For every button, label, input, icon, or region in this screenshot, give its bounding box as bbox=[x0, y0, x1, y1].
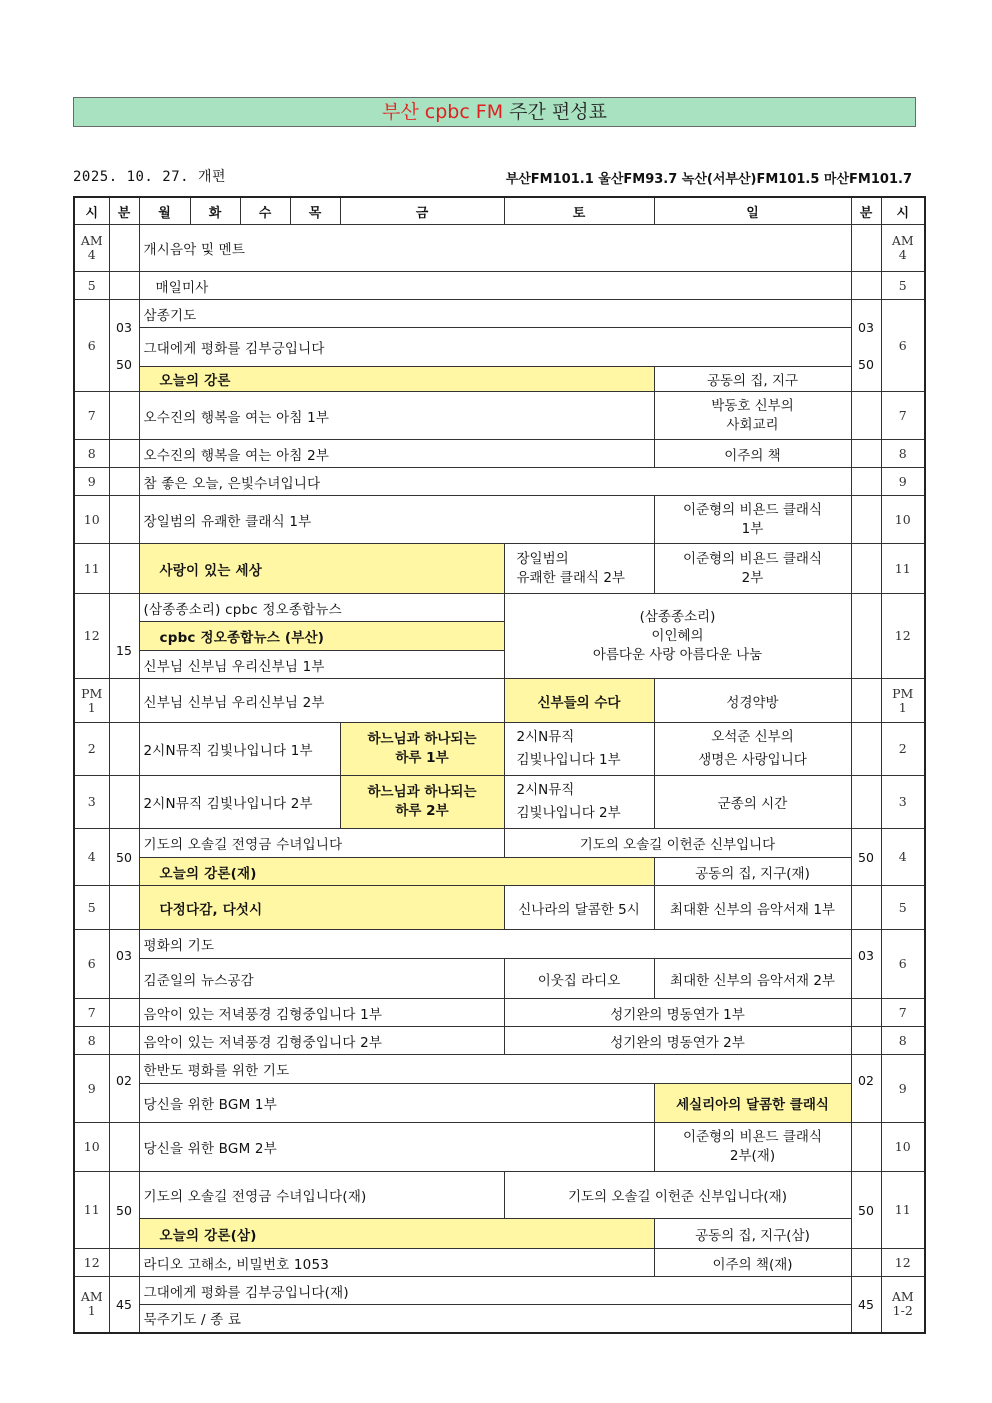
minute-cell: 45 bbox=[109, 1277, 139, 1333]
program-cell: 매일미사 bbox=[139, 272, 851, 300]
hour-cell: AM 1 bbox=[74, 1277, 109, 1333]
sun-cell: 박동호 신부의 사회교리 bbox=[654, 392, 851, 440]
sat-cell: 장일범의 유쾌한 클래식 2부 bbox=[504, 544, 654, 594]
hour-cell-right: 11 bbox=[881, 1172, 925, 1249]
program-cell-highlight: 오늘의 강론(삼) bbox=[139, 1219, 654, 1249]
hour-cell: 6 bbox=[74, 930, 109, 999]
hour-cell: 4 bbox=[74, 829, 109, 886]
hour-cell-right: 9 bbox=[881, 468, 925, 496]
hour-cell: 3 bbox=[74, 776, 109, 829]
fri-cell-highlight: 하느님과 하나되는 하루 2부 bbox=[340, 776, 504, 829]
minute-cell-right bbox=[851, 496, 881, 544]
header-mon: 월 bbox=[139, 197, 190, 225]
minute-cell-right bbox=[851, 1027, 881, 1055]
minute-cell bbox=[109, 1027, 139, 1055]
hour-cell: PM 1 bbox=[74, 679, 109, 723]
weekend-cell: 기도의 오솔길 이헌준 신부입니다(재) bbox=[504, 1172, 851, 1219]
schedule-row bbox=[74, 1027, 925, 1055]
minute-cell bbox=[109, 679, 139, 723]
schedule-row bbox=[74, 1277, 925, 1305]
schedule-row bbox=[74, 886, 925, 930]
schedule-row bbox=[74, 858, 925, 886]
schedule-row bbox=[74, 1305, 925, 1333]
minute-cell-right bbox=[851, 272, 881, 300]
schedule-row bbox=[74, 829, 925, 858]
program-cell-highlight: 사랑이 있는 세상 bbox=[139, 544, 504, 594]
program-cell: 오수진의 행복을 여는 아침 2부 bbox=[139, 440, 654, 468]
minute-cell-right: 02 bbox=[851, 1055, 881, 1123]
program-cell: 김준일의 뉴스공감 bbox=[139, 959, 504, 999]
minute-cell: 02 bbox=[109, 1055, 139, 1123]
program-cell-highlight: 오늘의 강론(재) bbox=[139, 858, 654, 886]
schedule-row bbox=[74, 999, 925, 1027]
weekend-cell: 성기완의 명동연가 2부 bbox=[504, 1027, 851, 1055]
hour-cell-right: 6 bbox=[881, 300, 925, 392]
hour-cell-right: 2 bbox=[881, 723, 925, 776]
hour-cell-right: 10 bbox=[881, 496, 925, 544]
sat-cell: 2시N뮤직 김빛나입니다 2부 bbox=[504, 776, 654, 829]
minute-cell bbox=[109, 1249, 139, 1277]
hour-cell: 12 bbox=[74, 594, 109, 679]
minute-cell-right: 50 bbox=[851, 1172, 881, 1249]
schedule-table bbox=[73, 196, 926, 1334]
sun-cell: 공동의 집, 지구(재) bbox=[654, 858, 851, 886]
revision-date: 2025. 10. 27. 개편 bbox=[73, 169, 227, 185]
program-cell: 장일범의 유쾌한 클래식 1부 bbox=[139, 496, 654, 544]
sun-cell: 이주의 책 bbox=[654, 440, 851, 468]
minute-cell bbox=[109, 776, 139, 829]
header-fri: 금 bbox=[340, 197, 504, 225]
page-title bbox=[73, 97, 916, 127]
hour-cell-right: 8 bbox=[881, 440, 925, 468]
minute-cell-right bbox=[851, 679, 881, 723]
program-cell: 당신을 위한 BGM 1부 bbox=[139, 1084, 654, 1123]
minute-cell-right bbox=[851, 225, 881, 272]
schedule-row bbox=[74, 679, 925, 723]
hour-cell: 10 bbox=[74, 1123, 109, 1172]
sun-cell: 군종의 시간 bbox=[654, 776, 851, 829]
minute-cell: 50 bbox=[109, 829, 139, 886]
program-cell: 개시음악 및 멘트 bbox=[139, 225, 851, 272]
header-tue: 화 bbox=[190, 197, 240, 225]
header-row bbox=[74, 197, 925, 225]
program-cell: 그대에게 평화를 김부긍입니다 bbox=[139, 328, 851, 367]
program-cell: (삼종종소리) cpbc 정오종합뉴스 bbox=[139, 594, 504, 622]
minute-cell-right bbox=[851, 468, 881, 496]
program-cell: 기도의 오솔길 전영금 수녀입니다 bbox=[139, 829, 504, 858]
sat-cell: 이웃집 라디오 bbox=[504, 959, 654, 999]
program-cell: 음악이 있는 저녁풍경 김형중입니다 1부 bbox=[139, 999, 504, 1027]
hour-cell-right: 6 bbox=[881, 930, 925, 999]
sat-cell: 신나라의 달콤한 5시 bbox=[504, 886, 654, 930]
minute-cell-right bbox=[851, 1249, 881, 1277]
sun-cell: 오석준 신부의 생명은 사랑입니다 bbox=[654, 723, 851, 776]
program-cell: 한반도 평화를 위한 기도 bbox=[139, 1055, 851, 1084]
hour-cell: 7 bbox=[74, 392, 109, 440]
hour-cell: 6 bbox=[74, 300, 109, 392]
program-cell: 삼종기도 bbox=[139, 300, 851, 328]
schedule-row bbox=[74, 594, 925, 622]
schedule-row bbox=[74, 367, 925, 392]
hour-cell: 2 bbox=[74, 723, 109, 776]
minute-cell: 03 bbox=[109, 930, 139, 999]
hour-cell-right: PM 1 bbox=[881, 679, 925, 723]
hour-cell: 5 bbox=[74, 886, 109, 930]
program-cell-highlight: 오늘의 강론 bbox=[139, 367, 654, 392]
schedule-row bbox=[74, 1084, 925, 1123]
minute-cell bbox=[109, 1123, 139, 1172]
minute-cell bbox=[109, 886, 139, 930]
header-minute: 분 bbox=[109, 197, 139, 225]
hour-cell: 11 bbox=[74, 544, 109, 594]
minute-cell bbox=[109, 440, 139, 468]
hour-cell: 8 bbox=[74, 1027, 109, 1055]
header-wed: 수 bbox=[240, 197, 290, 225]
minute-cell-right bbox=[851, 392, 881, 440]
hour-cell: 9 bbox=[74, 1055, 109, 1123]
hour-cell-right: 5 bbox=[881, 886, 925, 930]
hour-cell: 8 bbox=[74, 440, 109, 468]
program-cell-highlight: 다정다감, 다섯시 bbox=[139, 886, 504, 930]
schedule-row bbox=[74, 225, 925, 272]
minute-cell bbox=[109, 544, 139, 594]
hour-cell: 5 bbox=[74, 272, 109, 300]
hour-cell-right: 4 bbox=[881, 829, 925, 886]
minute-cell bbox=[109, 225, 139, 272]
schedule-row bbox=[74, 440, 925, 468]
sun-cell: 공동의 집, 지구(삼) bbox=[654, 1219, 851, 1249]
program-cell: 오수진의 행복을 여는 아침 1부 bbox=[139, 392, 654, 440]
minute-cell bbox=[109, 300, 139, 392]
weekend-cell: 성기완의 명동연가 1부 bbox=[504, 999, 851, 1027]
minute-cell-right bbox=[851, 886, 881, 930]
program-cell: 참 좋은 오늘, 은빛수녀입니다 bbox=[139, 468, 851, 496]
hour-cell: 12 bbox=[74, 1249, 109, 1277]
schedule-row bbox=[74, 544, 925, 594]
hour-cell-right: AM 4 bbox=[881, 225, 925, 272]
program-cell: 2시N뮤직 김빛나입니다 1부 bbox=[139, 723, 340, 776]
schedule-row bbox=[74, 1249, 925, 1277]
minute-cell-right bbox=[851, 300, 881, 392]
title-text: 주간 편성표 bbox=[503, 101, 607, 123]
sat-cell-highlight: 신부들의 수다 bbox=[504, 679, 654, 723]
minute-cell-right bbox=[851, 1123, 881, 1172]
minute-cell bbox=[109, 272, 139, 300]
sun-cell: 공동의 집, 지구 bbox=[654, 367, 851, 392]
sun-cell: 이준형의 비욘드 클래식 2부 bbox=[654, 544, 851, 594]
minute-03: 03 bbox=[116, 319, 132, 335]
minute-cell-right bbox=[851, 440, 881, 468]
program-cell: 음악이 있는 저녁풍경 김형중입니다 2부 bbox=[139, 1027, 504, 1055]
schedule-row bbox=[74, 496, 925, 544]
program-cell: 라디오 고해소, 비밀번호 1053 bbox=[139, 1249, 654, 1277]
minute-cell-right bbox=[851, 776, 881, 829]
hour-cell-right: 5 bbox=[881, 272, 925, 300]
minute-cell-right bbox=[851, 594, 881, 679]
fri-cell-highlight: 하느님과 하나되는 하루 1부 bbox=[340, 723, 504, 776]
sun-cell: 최대환 신부의 음악서재 1부 bbox=[654, 886, 851, 930]
schedule-row bbox=[74, 723, 925, 776]
minute-cell: 50 bbox=[109, 1172, 139, 1249]
sun-cell: 이준형의 비욘드 클래식 1부 bbox=[654, 496, 851, 544]
title-station: 부산 cpbc FM bbox=[382, 101, 504, 123]
program-cell: 그대에게 평화를 김부긍입니다(재) bbox=[139, 1277, 851, 1305]
header-minute-right: 분 bbox=[851, 197, 881, 225]
schedule-row bbox=[74, 328, 925, 367]
minute-cell bbox=[109, 392, 139, 440]
program-cell: 당신을 위한 BGM 2부 bbox=[139, 1123, 654, 1172]
minute-50: 50 bbox=[858, 356, 874, 372]
minute-cell-right bbox=[851, 999, 881, 1027]
program-cell: 신부님 신부님 우리신부님 2부 bbox=[139, 679, 504, 723]
minute-cell: 15 bbox=[109, 594, 139, 679]
header-sun: 일 bbox=[654, 197, 851, 225]
sun-cell: 최대한 신부의 음악서재 2부 bbox=[654, 959, 851, 999]
hour-cell-right: 11 bbox=[881, 544, 925, 594]
schedule-row bbox=[74, 959, 925, 999]
sun-cell: 이주의 책(재) bbox=[654, 1249, 851, 1277]
minute-cell-right bbox=[851, 723, 881, 776]
program-cell: 2시N뮤직 김빛나입니다 2부 bbox=[139, 776, 340, 829]
hour-cell-right: 3 bbox=[881, 776, 925, 829]
header-hour-right: 시 bbox=[881, 197, 925, 225]
program-cell: 신부님 신부님 우리신부님 1부 bbox=[139, 651, 504, 679]
header-thu: 목 bbox=[290, 197, 340, 225]
minute-cell bbox=[109, 723, 139, 776]
minute-cell bbox=[109, 496, 139, 544]
minute-cell-right: 03 bbox=[851, 930, 881, 999]
hour-cell-right: 9 bbox=[881, 1055, 925, 1123]
hour-cell-right: 10 bbox=[881, 1123, 925, 1172]
hour-cell: 10 bbox=[74, 496, 109, 544]
schedule-row bbox=[74, 272, 925, 300]
schedule-row bbox=[74, 1172, 925, 1219]
hour-cell-right: 12 bbox=[881, 594, 925, 679]
header-sat: 토 bbox=[504, 197, 654, 225]
hour-cell-right: 8 bbox=[881, 1027, 925, 1055]
hour-cell: 11 bbox=[74, 1172, 109, 1249]
weekend-cell: (삼종종소리) 이인혜의 아름다운 사랑 아름다운 나눔 bbox=[504, 594, 851, 679]
schedule-row bbox=[74, 776, 925, 829]
hour-cell-right: 7 bbox=[881, 999, 925, 1027]
sun-cell-highlight: 세실리아의 달콤한 클래식 bbox=[654, 1084, 851, 1123]
schedule-row bbox=[74, 1123, 925, 1172]
minute-cell-right: 45 bbox=[851, 1277, 881, 1333]
sun-cell: 성경약방 bbox=[654, 679, 851, 723]
minute-cell-right: 50 bbox=[851, 829, 881, 886]
frequency-list: 부산FM101.1 울산FM93.7 녹산(서부산)FM101.5 마산FM101.7 bbox=[505, 172, 912, 187]
sat-cell: 2시N뮤직 김빛나입니다 1부 bbox=[504, 723, 654, 776]
schedule-row bbox=[74, 1219, 925, 1249]
hour-cell-right: 7 bbox=[881, 392, 925, 440]
schedule-row bbox=[74, 1055, 925, 1084]
minute-50: 50 bbox=[116, 356, 132, 372]
minute-cell bbox=[109, 999, 139, 1027]
program-cell-highlight: cpbc 정오종합뉴스 (부산) bbox=[139, 622, 504, 651]
schedule-row bbox=[74, 300, 925, 328]
hour-cell-right: AM 1-2 bbox=[881, 1277, 925, 1333]
schedule-row bbox=[74, 392, 925, 440]
weekend-cell: 기도의 오솔길 이헌준 신부입니다 bbox=[504, 829, 851, 858]
minute-cell bbox=[109, 468, 139, 496]
hour-cell: 7 bbox=[74, 999, 109, 1027]
program-cell: 기도의 오솔길 전영금 수녀입니다(재) bbox=[139, 1172, 504, 1219]
hour-cell: 9 bbox=[74, 468, 109, 496]
header-hour: 시 bbox=[74, 197, 109, 225]
program-cell: 묵주기도 / 종 료 bbox=[139, 1305, 851, 1333]
minute-cell-right bbox=[851, 544, 881, 594]
schedule-row bbox=[74, 468, 925, 496]
program-cell: 평화의 기도 bbox=[139, 930, 851, 959]
schedule-row bbox=[74, 930, 925, 959]
hour-cell-right: 12 bbox=[881, 1249, 925, 1277]
minute-03: 03 bbox=[858, 319, 874, 335]
sun-cell: 이준형의 비욘드 클래식 2부(재) bbox=[654, 1123, 851, 1172]
hour-cell: AM 4 bbox=[74, 225, 109, 272]
